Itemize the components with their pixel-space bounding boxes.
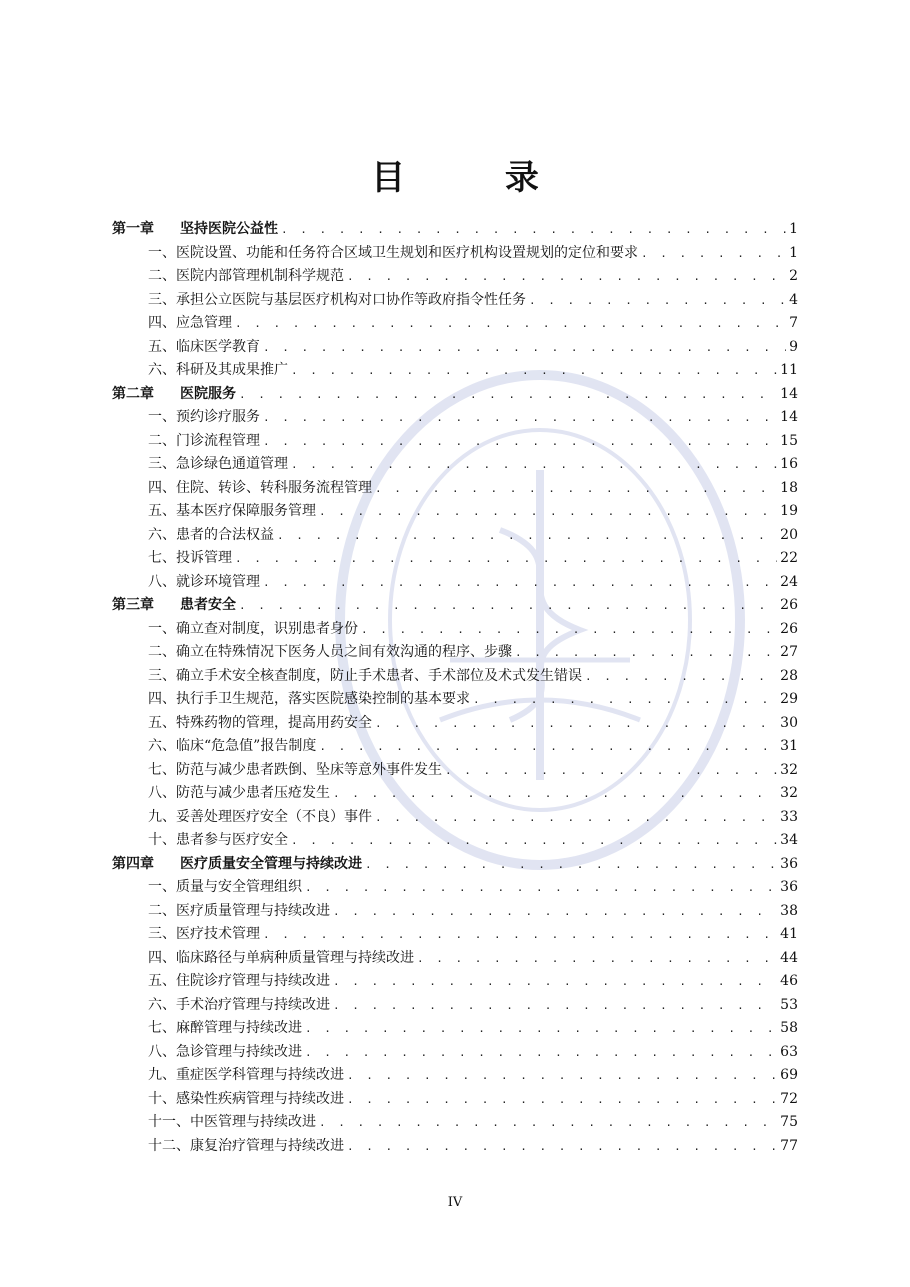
dot-leader	[239, 388, 777, 401]
entry-label: 五、临床医学教育	[148, 338, 260, 355]
toc-entry-title	[148, 289, 526, 309]
entry-label: 八、防范与减少患者压疮发生	[148, 785, 330, 801]
toc-entry-title	[148, 242, 638, 262]
toc-section-entry	[112, 1017, 798, 1041]
toc-section-entry	[112, 1064, 798, 1088]
entry-label: 一、医院设置、功能和任务符合区域卫生规划和医疗机构设置规划的定位和要求	[148, 244, 638, 261]
dot-leader	[319, 505, 777, 518]
toc-page-number: 33	[780, 808, 798, 825]
toc-page-number: 27	[780, 644, 798, 660]
dot-leader	[333, 787, 777, 800]
toc-page-number: 75	[780, 1114, 798, 1130]
toc-section-entry	[112, 500, 798, 524]
toc-section-entry	[112, 359, 798, 383]
toc-page-number: 19	[780, 503, 798, 519]
dot-leader	[263, 341, 786, 354]
dot-leader	[347, 270, 786, 283]
toc-entry-title	[148, 665, 582, 685]
dot-leader	[445, 764, 777, 777]
toc-section-entry	[112, 970, 798, 994]
toc-entry-title	[148, 571, 260, 591]
chapter-number: 第四章	[112, 855, 154, 872]
dot-leader	[473, 693, 777, 706]
dot-leader	[305, 881, 777, 894]
toc-entry-title	[148, 500, 316, 520]
toc-section-entry	[112, 712, 798, 736]
toc-section-entry	[112, 1111, 798, 1135]
dot-leader	[291, 458, 777, 471]
toc-section-entry	[112, 665, 798, 689]
toc-entry-title	[148, 1041, 302, 1061]
entry-label: 四、临床路径与单病种质量管理与持续改进	[148, 949, 414, 966]
entry-label: 一、预约诊疗服务	[148, 409, 260, 425]
toc-page-number: 7	[789, 315, 798, 331]
toc-section-entry	[112, 406, 798, 430]
entry-label: 七、防范与减少患者跌倒、坠床等意外事件发生	[148, 761, 442, 778]
entry-label: 二、医院内部管理机制科学规范	[148, 268, 344, 284]
toc-entry-title	[148, 1017, 302, 1037]
toc-entry-title	[148, 477, 372, 497]
dot-leader	[235, 317, 786, 330]
toc-page-number: 36	[780, 855, 798, 872]
toc-entry-title	[148, 947, 414, 967]
toc-section-entry	[112, 453, 798, 477]
toc-entry-title	[112, 594, 236, 614]
dot-leader	[263, 435, 777, 448]
toc-page-number: 15	[780, 432, 798, 449]
toc-page-number: 26	[780, 597, 798, 613]
dot-leader	[585, 670, 777, 683]
toc-entry-title	[148, 524, 274, 544]
dot-leader	[365, 858, 777, 871]
dot-leader	[319, 1116, 777, 1129]
toc-section-entry	[112, 242, 798, 266]
entry-label: 一、质量与安全管理组织	[148, 879, 302, 895]
toc-page-number: 1	[789, 244, 798, 261]
entry-label: 十、患者参与医疗安全	[148, 832, 288, 848]
dot-leader	[263, 928, 777, 941]
chapter-number: 第二章	[112, 385, 154, 402]
dot-leader	[347, 1140, 777, 1153]
entry-label: 七、投诉管理	[148, 550, 232, 566]
dot-leader	[641, 247, 786, 260]
toc-entry-title	[148, 406, 260, 426]
toc-entry-title	[148, 1064, 344, 1084]
dot-leader	[305, 1022, 777, 1035]
entry-label: 七、麻醉管理与持续改进	[148, 1020, 302, 1036]
dot-leader	[417, 952, 777, 965]
toc-page-number: 24	[780, 573, 798, 590]
toc-chapter-entry	[112, 594, 798, 618]
toc-page-number: 22	[780, 550, 798, 566]
toc-section-entry	[112, 735, 798, 759]
toc-section-entry	[112, 524, 798, 548]
toc-page-number: 1	[789, 221, 798, 237]
dot-leader	[333, 999, 777, 1012]
toc-section-entry	[112, 947, 798, 971]
dot-leader	[291, 364, 777, 377]
entry-label: 五、住院诊疗管理与持续改进	[148, 973, 330, 989]
toc-page-number: 63	[780, 1043, 798, 1060]
toc-entry-title	[148, 618, 358, 638]
toc-section-entry	[112, 430, 798, 454]
toc-section-entry	[112, 641, 798, 665]
toc-section-entry	[112, 1135, 798, 1159]
toc-entry-title	[148, 876, 302, 896]
toc-page-number: 20	[780, 526, 798, 543]
toc-page-number: 46	[780, 973, 798, 989]
dot-leader	[333, 975, 777, 988]
dot-leader	[281, 223, 786, 236]
toc-section-entry	[112, 312, 798, 336]
toc-section-entry	[112, 547, 798, 571]
toc-entry-title	[112, 383, 236, 403]
toc-section-entry	[112, 759, 798, 783]
dot-leader	[319, 740, 777, 753]
dot-leader	[347, 1069, 777, 1082]
toc-entry-title	[148, 359, 288, 379]
entry-label: 二、医疗质量管理与持续改进	[148, 902, 330, 919]
dot-leader	[239, 599, 777, 612]
toc-section-entry	[112, 688, 798, 712]
toc-section-entry	[112, 876, 798, 900]
toc-page-number: 31	[780, 738, 798, 754]
toc-section-entry	[112, 571, 798, 595]
entry-label: 医院服务	[180, 385, 236, 402]
dot-leader	[375, 482, 777, 495]
entry-label: 十、感染性疾病管理与持续改进	[148, 1090, 344, 1107]
entry-label: 五、基本医疗保障服务管理	[148, 503, 316, 519]
toc-page-number: 32	[780, 785, 798, 801]
toc-entry-title	[148, 688, 470, 708]
toc-section-entry	[112, 829, 798, 853]
entry-label: 四、住院、转诊、转科服务流程管理	[148, 479, 372, 496]
toc-entry-title	[148, 712, 372, 732]
dot-leader	[263, 576, 777, 589]
toc-entry-title	[148, 430, 260, 450]
toc-entry-title	[148, 1088, 344, 1108]
dot-leader	[375, 811, 777, 824]
dot-leader	[375, 717, 777, 730]
entry-label: 十一、中医管理与持续改进	[148, 1114, 316, 1130]
toc-page-number: 14	[780, 385, 798, 402]
toc-section-entry	[112, 265, 798, 289]
entry-label: 五、特殊药物的管理，提高用药安全	[148, 714, 372, 731]
toc-page-number: 32	[780, 761, 798, 778]
toc-entry-title	[148, 759, 442, 779]
entry-label: 三、医疗技术管理	[148, 926, 260, 942]
entry-label: 坚持医院公益性	[180, 221, 278, 237]
toc-page-number: 44	[780, 949, 798, 966]
toc-page-number: 11	[780, 362, 798, 378]
toc-page-number: 18	[780, 479, 798, 496]
dot-leader	[291, 834, 777, 847]
toc-page-number: 41	[780, 926, 798, 942]
toc-entry-title	[148, 547, 232, 567]
dot-leader	[333, 905, 777, 918]
entry-label: 六、科研及其成果推广	[148, 362, 288, 378]
table-of-contents	[112, 218, 798, 1158]
toc-entry-title	[148, 923, 260, 943]
toc-entry-title	[148, 312, 232, 332]
toc-entry-title	[148, 829, 288, 849]
toc-page-number: 14	[780, 409, 798, 425]
entry-label: 九、重症医学科管理与持续改进	[148, 1067, 344, 1083]
dot-leader	[529, 294, 786, 307]
toc-entry-title	[112, 853, 362, 873]
entry-label: 一、确立查对制度，识别患者身份	[148, 620, 358, 637]
chapter-number: 第一章	[112, 221, 154, 237]
dot-leader	[277, 529, 777, 542]
entry-label: 八、急诊管理与持续改进	[148, 1043, 302, 1060]
toc-page-number: 36	[780, 879, 798, 895]
toc-entry-title	[148, 453, 288, 473]
toc-page-number: 58	[780, 1020, 798, 1036]
toc-chapter-entry	[112, 383, 798, 407]
toc-page-number: 29	[780, 691, 798, 707]
dot-leader	[305, 1046, 777, 1059]
entry-label: 六、手术治疗管理与持续改进	[148, 996, 330, 1013]
entry-label: 四、执行手卫生规范，落实医院感染控制的基本要求	[148, 691, 470, 707]
toc-section-entry	[112, 994, 798, 1018]
entry-label: 二、门诊流程管理	[148, 432, 260, 449]
entry-label: 患者安全	[180, 597, 236, 613]
toc-page-number: 72	[780, 1090, 798, 1107]
toc-section-entry	[112, 336, 798, 360]
toc-page-number: 4	[789, 291, 798, 308]
entry-label: 九、妥善处理医疗安全（不良）事件	[148, 808, 372, 825]
toc-chapter-entry	[112, 853, 798, 877]
toc-page-number: 16	[780, 456, 798, 472]
page-title: 目 录	[371, 158, 583, 198]
toc-page-number: 53	[780, 996, 798, 1013]
toc-entry-title	[148, 641, 512, 661]
toc-page-number: 28	[780, 667, 798, 684]
toc-page-number: 2	[789, 268, 798, 284]
toc-section-entry	[112, 618, 798, 642]
entry-label: 十二、康复治疗管理与持续改进	[148, 1137, 344, 1154]
toc-entry-title	[112, 218, 278, 238]
page-number: IV	[447, 1195, 463, 1210]
toc-entry-title	[148, 994, 330, 1014]
toc-entry-title	[148, 336, 260, 356]
entry-label: 二、确立在特殊情况下医务人员之间有效沟通的程序、步骤	[148, 644, 512, 660]
toc-entry-title	[148, 735, 316, 755]
entry-label: 四、应急管理	[148, 315, 232, 331]
toc-entry-title	[148, 265, 344, 285]
entry-label: 八、就诊环境管理	[148, 573, 260, 590]
toc-chapter-entry	[112, 218, 798, 242]
toc-section-entry	[112, 289, 798, 313]
entry-label: 医疗质量安全管理与持续改进	[180, 855, 362, 872]
toc-page-number: 77	[780, 1137, 798, 1154]
toc-section-entry	[112, 900, 798, 924]
toc-page-number: 69	[780, 1067, 798, 1083]
entry-label: 六、患者的合法权益	[148, 526, 274, 543]
toc-section-entry	[112, 1041, 798, 1065]
toc-page-number: 26	[780, 620, 798, 637]
toc-page-number: 34	[780, 832, 798, 848]
entry-label: 六、临床“危急值”报告制度	[148, 738, 317, 754]
toc-entry-title	[148, 970, 330, 990]
toc-section-entry	[112, 806, 798, 830]
toc-section-entry	[112, 782, 798, 806]
dot-leader	[263, 411, 777, 424]
toc-entry-title	[148, 1135, 344, 1155]
dot-leader	[515, 646, 777, 659]
toc-page-number: 9	[789, 338, 798, 355]
toc-entry-title	[148, 900, 330, 920]
entry-label: 三、确立手术安全核查制度，防止手术患者、手术部位及术式发生错误	[148, 667, 582, 684]
dot-leader	[235, 552, 777, 565]
entry-label: 三、急诊绿色通道管理	[148, 456, 288, 472]
toc-page-number: 30	[780, 714, 798, 731]
toc-entry-title	[148, 782, 330, 802]
dot-leader	[361, 623, 777, 636]
toc-page-number: 38	[780, 902, 798, 919]
dot-leader	[347, 1093, 777, 1106]
chapter-number: 第三章	[112, 597, 154, 613]
toc-entry-title	[148, 1111, 316, 1131]
toc-section-entry	[112, 477, 798, 501]
toc-section-entry	[112, 923, 798, 947]
toc-entry-title	[148, 806, 372, 826]
toc-section-entry	[112, 1088, 798, 1112]
entry-label: 三、承担公立医院与基层医疗机构对口协作等政府指令性任务	[148, 291, 526, 308]
